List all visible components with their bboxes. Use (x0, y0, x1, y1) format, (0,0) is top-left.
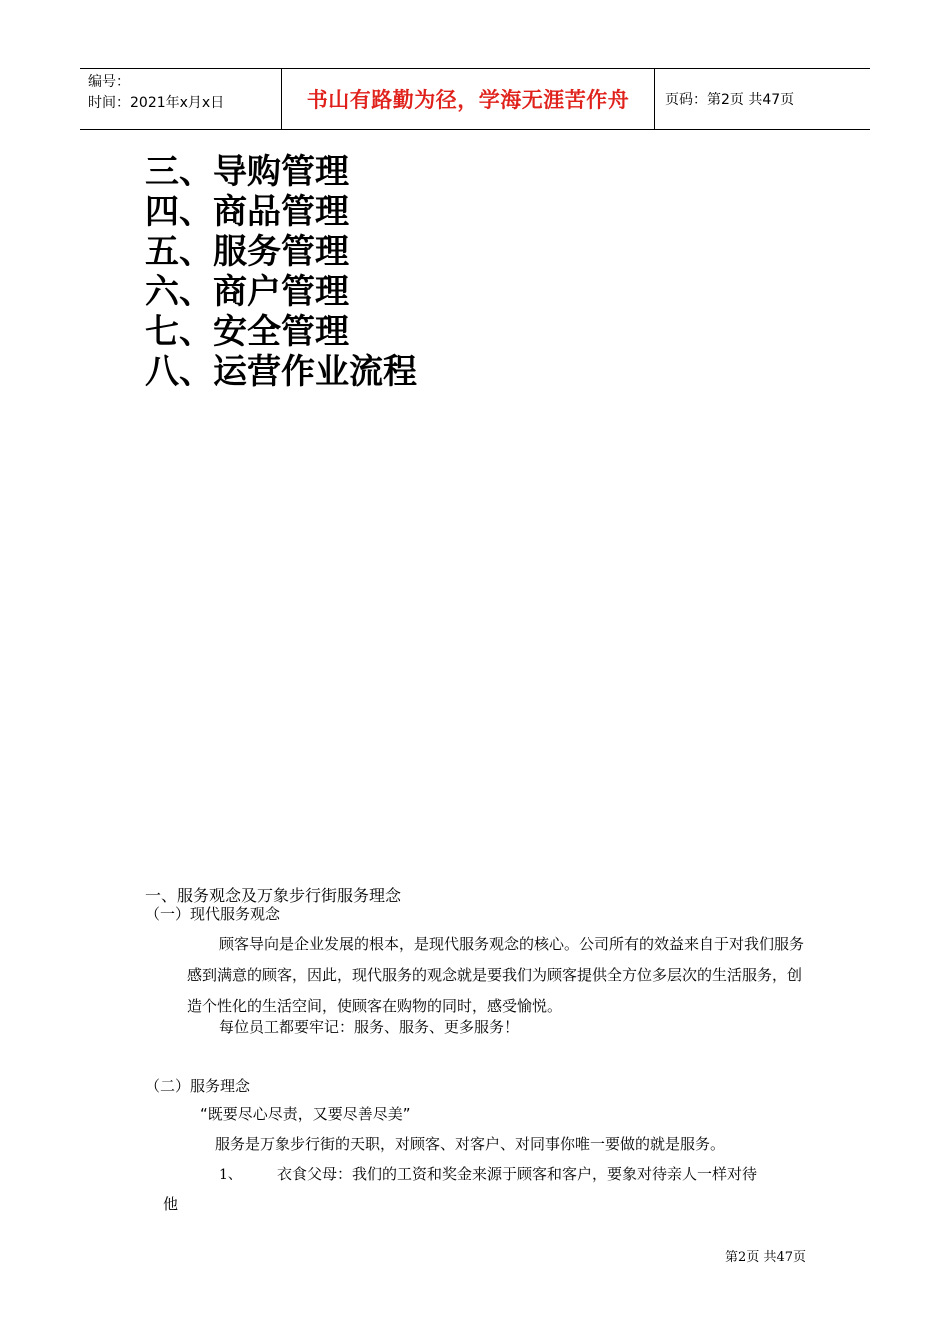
table-of-contents (145, 152, 417, 392)
list-item-continuation: 他 (163, 1195, 179, 1213)
toc-item: 八、运营作业流程 (145, 352, 417, 392)
list-item (219, 1163, 757, 1184)
toc-item: 五、服务管理 (145, 232, 349, 272)
employee-reminder: 每位员工都要牢记：服务、服务、更多服务！ (219, 1018, 520, 1036)
modern-service-text: 顾客导向是企业发展的根本，是现代服务观念的核心。公司所有的效益来自于对我们服务感到满意的顾客，因此，现代服务的观念就是要我们为顾客提供全方位多层次的生活服务，创造个性化的生活空间，使顾客在购物的同时，感受愉悦。 (187, 935, 805, 1015)
service-statement: 服务是万象步行街的天职，对顾客、对客户、对同事你唯一要做的就是服务。 (215, 1135, 726, 1153)
service-quote: “既要尽心尽责，又要尽善尽美” (200, 1105, 411, 1123)
modern-service-paragraph (187, 929, 812, 1022)
subsection-title-service-philosophy: （二）服务理念 (145, 1077, 251, 1095)
header-time-label: 时间：2021年x月x日 (88, 95, 225, 111)
page-footer: 第2页 共47页 (725, 1250, 806, 1265)
page-header (80, 68, 870, 130)
toc-item: 六、商户管理 (145, 272, 349, 312)
subsection-title-modern-service: （一）现代服务观念 (145, 905, 281, 923)
header-number-label: 编号： (88, 74, 130, 90)
header-meta (80, 69, 282, 129)
header-page-cell (655, 69, 870, 129)
toc-item: 三、导购管理 (145, 152, 349, 192)
header-motto: 书山有路勤为径，学海无涯苦作舟 (306, 88, 630, 112)
list-item-number: 1、 (219, 1167, 242, 1183)
header-page-info: 页码：第2页 共47页 (665, 92, 795, 108)
header-motto-cell (282, 69, 655, 129)
list-item-text: 衣食父母：我们的工资和奖金来源于顾客和客户，要象对待亲人一样对待 (277, 1165, 758, 1183)
toc-item: 四、商品管理 (145, 192, 349, 232)
section-title: 一、服务观念及万象步行街服务理念 (145, 886, 402, 905)
toc-item: 七、安全管理 (145, 312, 349, 352)
